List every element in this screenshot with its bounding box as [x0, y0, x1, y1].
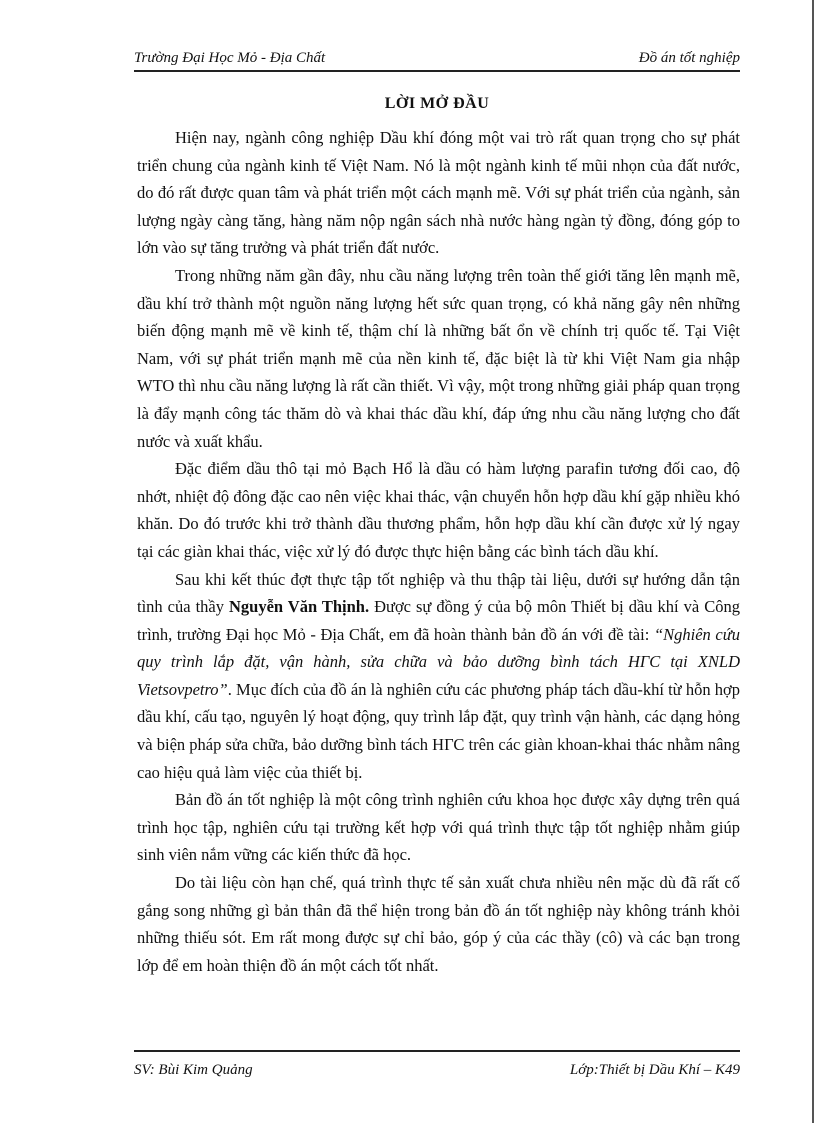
footer-student-name: SV: Bùi Kim Quảng [134, 1062, 253, 1078]
paragraph-5: Bản đồ án tốt nghiệp là một công trình nghiên cứu khoa học được xây dựng trên quá trình học tập, nghiên cứu tại trường kết hợp với quá trình thực tập tốt nghiệp nhằm giúp sinh viên nắm vững các kiến thức đã học. [137, 790, 740, 865]
paragraph-4-intro: Sau khi kết thúc đợt thực tập tốt nghiệp và thu thập tài liệu, dưới sự hướng dẫn tận tình của thầy [137, 569, 740, 617]
header-school-name: Trường Đại Học Mỏ - Địa Chất [134, 50, 326, 66]
paragraph-4-purpose: . Mục đích của đồ án là nghiên cứu các phương pháp tách dầu-khí từ hỗn hợp dầu khí, cấu tạo, nguyên lý hoạt động, quy trình lắp đặt, quy trình vận hành, các dạng hỏng và biện pháp sửa chữa, bảo dưỡng bình tách НГС trên các giàn khoan-khai thác nhằm nâng cao hiệu quả làm việc của thiết bị. [137, 679, 740, 782]
header-document-type: Đồ án tốt nghiệp [638, 50, 740, 66]
footer-class-name: Lớp:Thiết bị Dầu Khí – K49 [569, 1062, 740, 1078]
page-title: LỜI MỞ ĐẦU [384, 95, 490, 112]
thesis-topic: “Nghiên cứu quy trình lắp đặt, vận hành, sửa chữa và bảo dưỡng bình tách НГС tại XNLD Vietsovpetro” [137, 624, 740, 699]
page-right-border [812, 0, 814, 1123]
paragraph-6: Do tài liệu còn hạn chế, quá trình thực tế sản xuất chưa nhiều nên mặc dù đã rất cố gắng song những gì bản thân đã thể hiện trong bản đồ án tốt nghiệp này không tránh khỏi những thiếu sót. Em rất mong được sự chỉ bảo, góp ý của các thầy (cô) và các bạn trong lớp để em hoàn thiện đồ án một cách tốt nhất. [137, 873, 740, 975]
paragraph-3: Đặc điểm dầu thô tại mỏ Bạch Hổ là dầu có hàm lượng parafin tương đối cao, độ nhớt, nhiệt độ đông đặc cao nên việc khai thác, vận chuyển hỗn hợp dầu khí gặp nhiều khó khăn. Do đó trước khi trở thành dầu thương phẩm, hỗn hợp dầu khí cần được xử lý ngay tại các giàn khai thác, việc xử lý đó được thực hiện bằng các bình tách dầu khí. [137, 459, 740, 561]
page-footer [134, 1050, 740, 1086]
paragraph-1: Hiện nay, ngành công nghiệp Dầu khí đóng một vai trò rất quan trọng cho sự phát triển chung của ngành kinh tế Việt Nam. Nó là một ngành kinh tế mũi nhọn của đất nước, do đó rất được quan tâm và phát triển một cách mạnh mẽ. Với sự phát triển của ngành, sản lượng ngày càng tăng, hàng năm nộp ngân sách nhà nước hàng ngàn tỷ đồng, đóng góp to lớn vào sự tăng trưởng và phát triển đất nước. [137, 128, 740, 258]
paragraph-4-middle: Được sự đồng ý của bộ môn Thiết bị dầu khí và Công trình, trường Đại học Mỏ - Địa Chất, em đã hoàn thành bản đồ án với đề tài: [137, 597, 740, 644]
page-header [134, 48, 740, 72]
paragraph-4 [137, 566, 740, 787]
advisor-name: Nguyễn Văn Thịnh. [228, 597, 370, 617]
document-body [137, 124, 740, 979]
paragraph-2: Trong những năm gần đây, nhu cầu năng lượng trên toàn thế giới tăng lên mạnh mẽ, dầu khí trở thành một nguồn năng lượng hết sức quan trọng, có khả năng gây nên những biến động mạnh mẽ về kinh tế, thậm chí là những bất ổn về chính trị quốc tế. Tại Việt Nam, với sự phát triển mạnh mẽ của nền kinh tế, đặc biệt là từ khi Việt Nam gia nhập WTO thì nhu cầu năng lượng là rất cần thiết. Vì vậy, một trong những giải pháp quan trọng là đẩy mạnh công tác thăm dò và khai thác dầu khí, đáp ứng nhu cầu năng lượng cho đất nước và xuất khẩu. [137, 265, 740, 451]
